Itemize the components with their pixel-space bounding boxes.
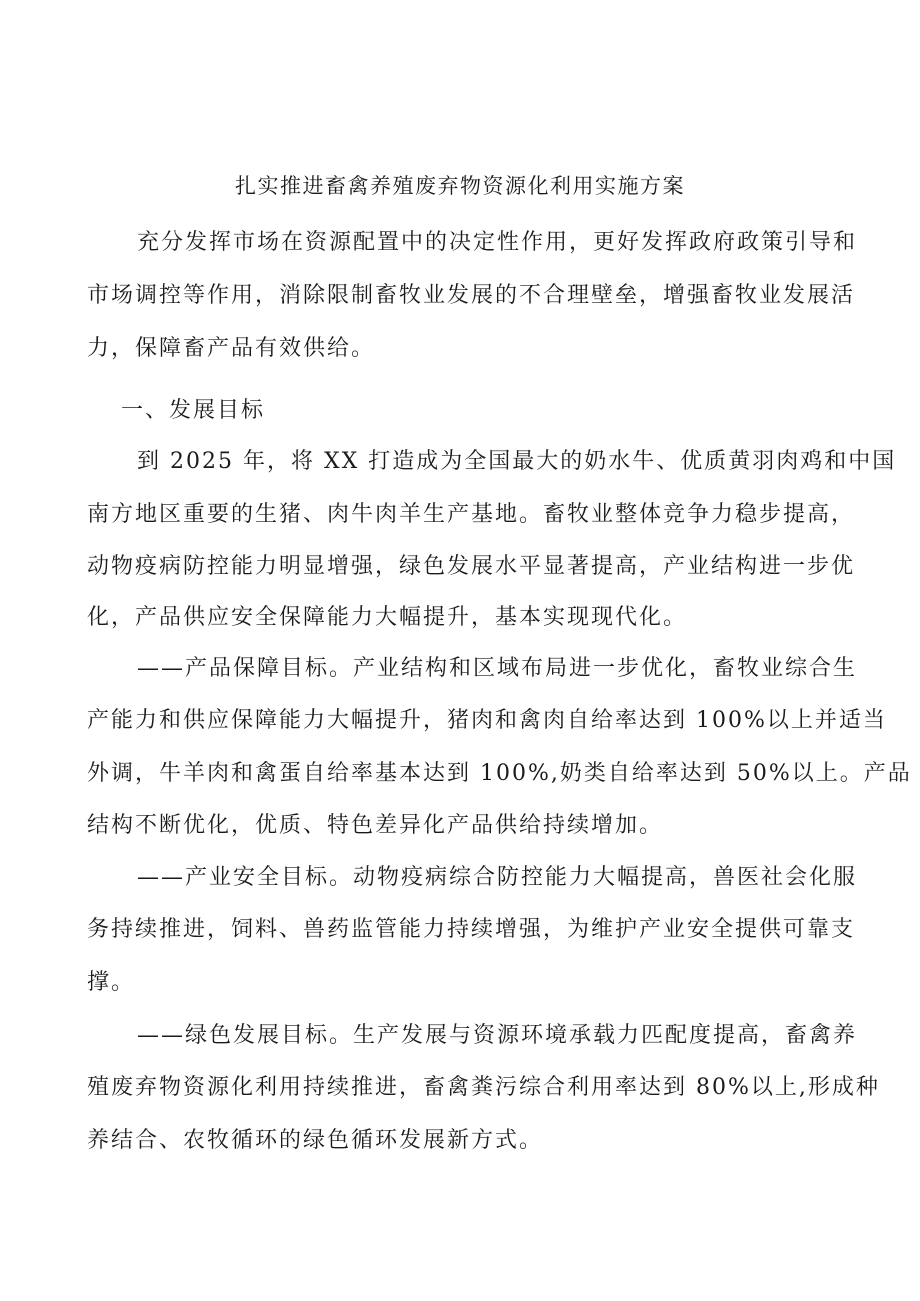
paragraph-line: ——产业安全目标。动物疫病综合防控能力大幅提高，兽医社会化服: [137, 865, 858, 890]
paragraph-line: 撑。: [87, 970, 136, 995]
paragraph-line: 化，产品供应安全保障能力大幅提升，基本实现现代化。: [87, 605, 688, 630]
paragraph-line: 产能力和供应保障能力大幅提升，猪肉和禽肉自给率达到 100%以上并适当: [87, 708, 887, 733]
paragraph-line: 外调，牛羊肉和禽蛋自给率基本达到 100%,奶类自给率达到 50%以上。产品: [87, 761, 912, 786]
paragraph-line: ——产品保障目标。产业结构和区域布局进一步优化，畜牧业综合生: [137, 656, 858, 681]
paragraph-line: 到 2025 年，将 XX 打造成为全国最大的奶水牛、优质黄羽肉鸡和中国: [137, 449, 897, 474]
paragraph-line: 殖废弃物资源化利用持续推进，畜禽粪污综合利用率达到 80%以上,形成种: [87, 1075, 880, 1100]
paragraph-line: 结构不断优化，优质、特色差异化产品供给持续增加。: [87, 813, 664, 838]
paragraph-line: 务持续推进，饲料、兽药监管能力持续增强，为维护产业安全提供可靠支: [87, 917, 856, 942]
paragraph-line: 充分发挥市场在资源配置中的决定性作用，更好发挥政府政策引导和: [137, 230, 858, 255]
section-heading: 一、发展目标: [121, 398, 266, 423]
paragraph-line: 养结合、农牧循环的绿色循环发展新方式。: [87, 1128, 544, 1153]
paragraph-line: 市场调控等作用，消除限制畜牧业发展的不合理壁垒，增强畜牧业发展活: [87, 283, 856, 308]
document-title: 扎实推进畜禽养殖废弃物资源化利用实施方案: [235, 174, 685, 198]
paragraph-line: 南方地区重要的生猪、肉牛肉羊生产基地。畜牧业整体竞争力稳步提高，: [87, 502, 856, 527]
paragraph-line: 力，保障畜产品有效供给。: [87, 336, 376, 361]
paragraph-line: 动物疫病防控能力明显增强，绿色发展水平显著提高，产业结构进一步优: [87, 554, 856, 579]
paragraph-line: ——绿色发展目标。生产发展与资源环境承载力匹配度提高，畜禽养: [137, 1023, 858, 1048]
